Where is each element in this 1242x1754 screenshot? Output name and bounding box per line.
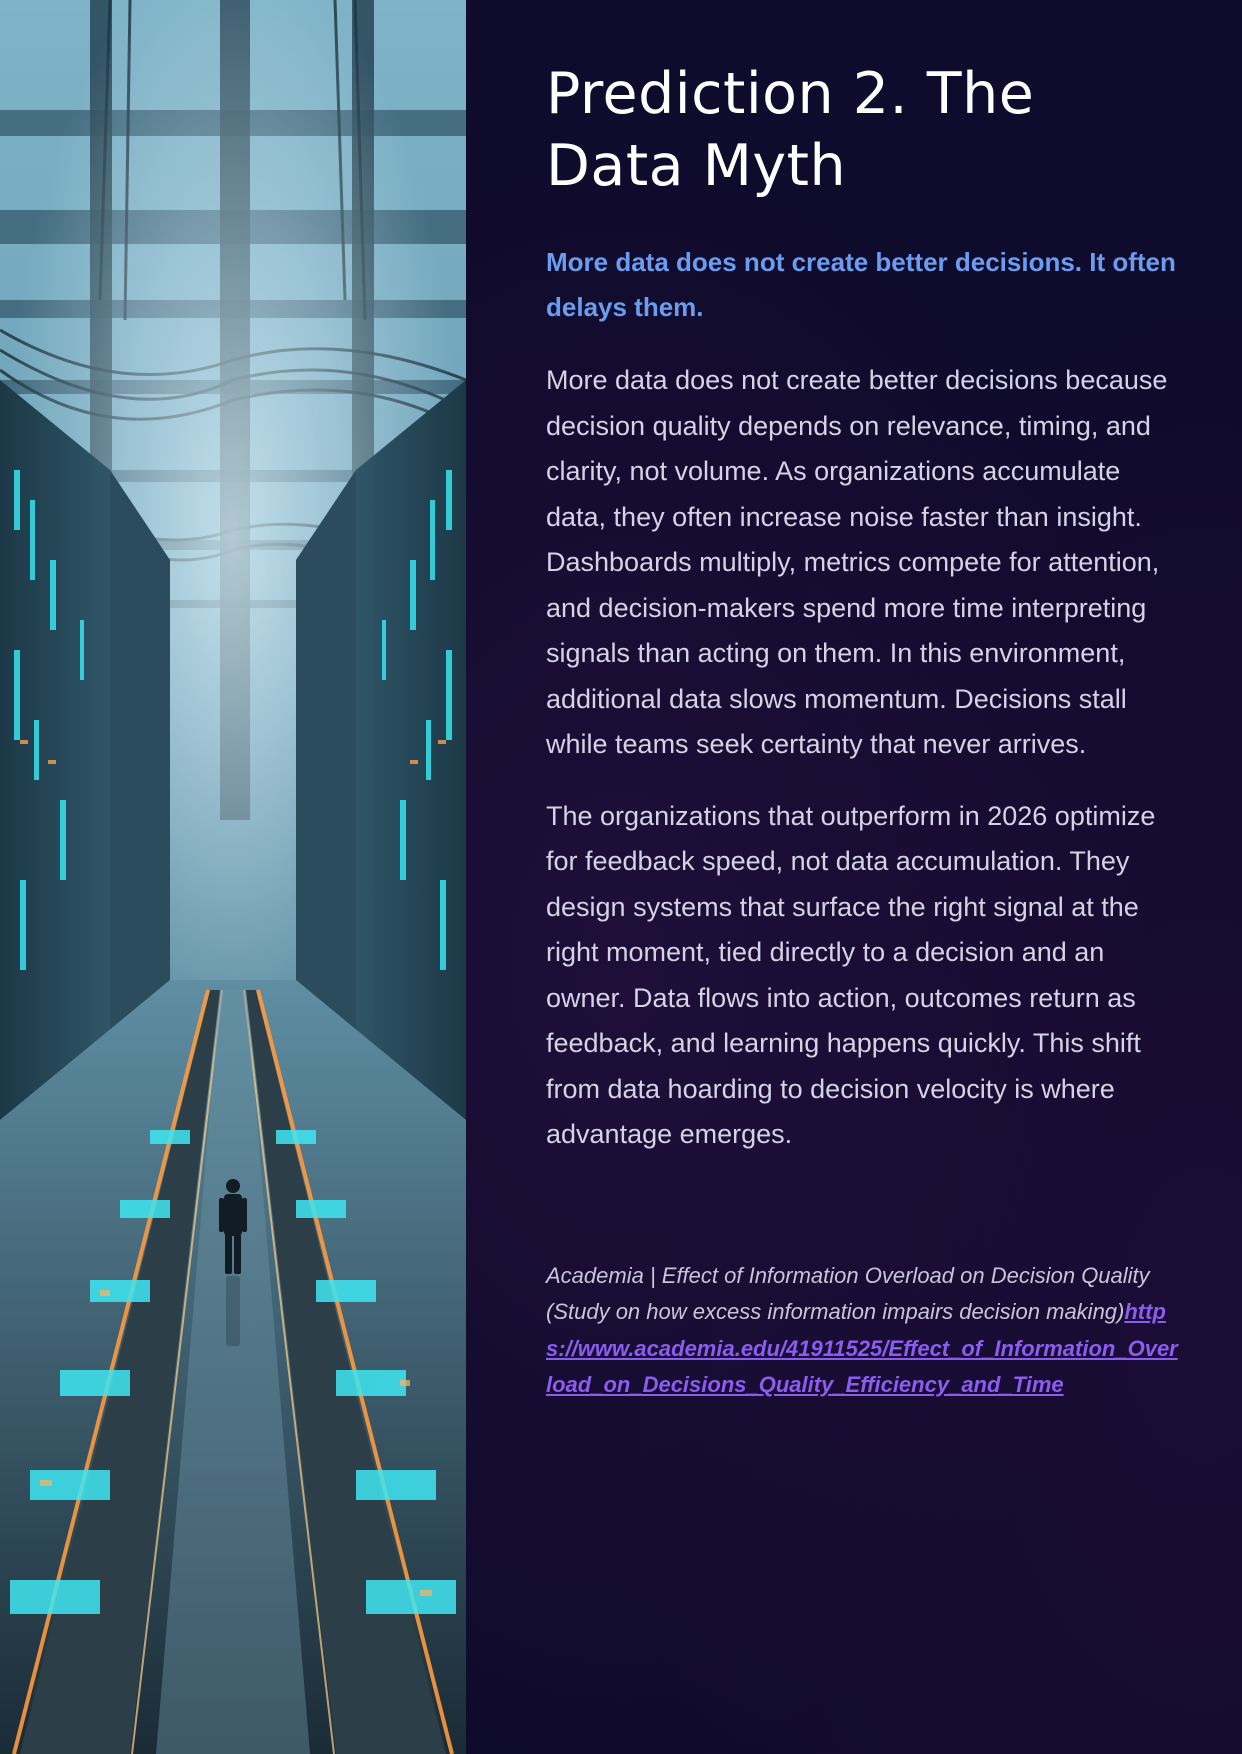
citation-link[interactable]: https://www.academia.edu/41911525/Effect_of_Information_Overload_on_Decisions_Quality_Efficiency_and_Time [546,1299,1178,1397]
subtitle: More data does not create better decisions. It often delays them. [546,247,1176,322]
data-center-illustration [0,0,466,1754]
body-paragraph-1: More data does not create better decisions because decision quality depends on relevance, timing, and clarity, not volume. As organizations accumulate data, they often increase noise faster than insight. Dashboards multiply, metrics compete for attention, and decision-makers spend more time interpreting signals than acting on them. In this environment, additional data slows momentum. Decisions stall while teams seek certainty that never arrives. [546,365,1168,759]
citation-source: Academia | Effect of Information Overload on Decision Quality [546,1262,1150,1288]
citation [546,1258,1182,1404]
article-content [546,58,1182,1404]
citation-note: (Study on how excess information impairs decision making) [546,1299,1125,1324]
article-panel [466,0,1242,1754]
body-paragraph-2: The organizations that outperform in 2026 optimize for feedback speed, not data accumulation. They design systems that surface the right signal at the right moment, tied directly to a decision and an owner. Data flows into action, outcomes return as feedback, and learning happens quickly. This shift from data hoarding to decision velocity is where advantage emerges. [546,800,1156,1149]
page-title: Prediction 2. The Data Myth [546,61,1035,199]
